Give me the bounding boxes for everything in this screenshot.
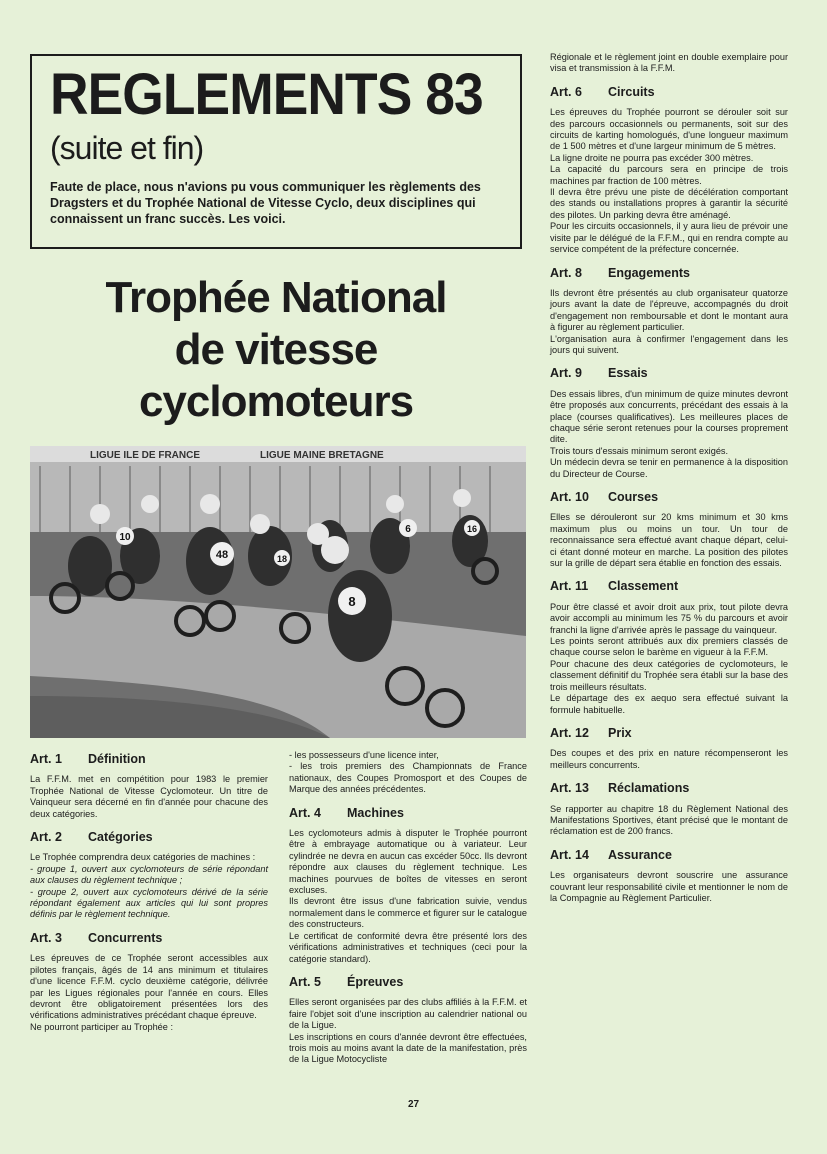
article-title: Machines [347,805,404,820]
article-title-line-1: Trophée National [105,273,447,322]
article-number: Art. 13 [550,781,589,796]
article-text: Un médecin devra se tenir en permanence à la disposition du Directeur de Course. [550,457,788,479]
article-text: Les cyclomoteurs admis à disputer le Trophée pourront être à embrayage automatique ou à variateur. Leur cylindrée ne devra en aucun cas excéder 50cc. Ils devront répondre aux clauses du règlement technique. Les machines pourvues de boîtes de vitesses en seront excluses. [289,828,527,896]
article-5 [289,974,527,1066]
article-text: Les inscriptions en cours d'année devront être effectuées, trois mois au moins avant la date de la manifestation, près de la Ligue Motocycliste [289,1031,527,1065]
article-heading [550,847,788,862]
banner-mid-text: LIGUE MAINE BRETAGNE [260,450,384,461]
article-text: Il devra être prévu une piste de décélération comportant des stands ou installations propres à garantir la sécurité des pilotes. Un parking devra être aménagé. [550,187,788,220]
article-2 [30,832,268,921]
article-4 [289,805,527,965]
svg-text:48: 48 [215,549,229,561]
article-11 [550,581,788,715]
article-title: Épreuves [347,974,404,989]
article-text: La capacité du parcours sera en principe de trois machines par fraction de 100 mètres. [550,164,788,186]
article-heading [30,754,268,765]
page-number: 27 [407,1099,420,1110]
race-photo-illustration [30,446,526,738]
article-number: Art. 10 [550,490,589,504]
article-text: Ils devront être présentés au club organisateur quatorze jours avant la date de l'épreuve, accompagnés du droit d'engagement non remboursable et dont le montant aura à figurer au règlement particulier. [550,287,788,333]
article-heading [30,930,268,945]
article-number: Art. 2 [30,830,62,845]
article-3-continued [289,750,527,796]
article-heading [550,265,788,280]
header-box [30,54,522,249]
article-heading [550,783,788,794]
article-number: Art. 14 [550,847,589,862]
article-title-line-2: de vitesse [174,325,378,374]
article-text: Des essais libres, d'un minimum de quize minutes devront être proposés aux concurrents, précédant des essais à la place (courses qualificatives). Les meilleures places de chaque série seront retenues pour la courses proprement dite. [550,388,788,445]
article-heading [30,832,268,843]
article-text: La F.F.M. met en compétition pour 1983 le premier Trophée National de Vitesse Cyclomoteur. Un titre de Vainqueur sera décerné en fin d'année pour chacune des deux catégories. [30,774,268,819]
svg-text:10: 10 [119,532,131,543]
article-5-continued [550,52,788,75]
article-title: Concurrents [88,930,163,945]
article-heading [550,368,788,379]
article-number: Art. 9 [550,366,582,381]
article-number: Art. 12 [550,725,589,740]
page-subtitle: (suite et fin) [50,130,204,166]
article-text: Des coupes et des prix en nature récompenseront les meilleurs concurrents. [550,748,788,770]
svg-text:8: 8 [348,594,356,609]
page-title: REGLEMENTS 83 [50,62,483,127]
article-text: Pour les circuits occasionnels, il y aura lieu de prévoir une visite par le délégué de la F.F.M., qui en rendra compte au service compétent de la préfecture concernée. [550,221,788,255]
article-text: Les points seront attribués aux dix premiers classés de chaque course selon le barème en vigueur à la F.F.M. [550,636,788,658]
article-text: Pour être classé et avoir droit aux prix, tout pilote devra avoir accompli au minimum les 75 % du parcours et avoir franchi la ligne d'arrivée après le passage du vainqueur. [550,601,788,635]
article-text: Le certificat de conformité devra être présenté lors des vérifications administratives et techniques (ceci pour la catégorie standard). [289,930,527,964]
list-item: - groupe 2, ouvert aux cyclomoteurs dérivé de la série répondant également aux articles qui lui sont propres définis par le règlement technique. [30,886,268,920]
article-text: Elles se dérouleront sur 20 kms minimum et 30 kms maximum plus ou moins un tour. Un tour de reconnaissance sera effectué avant chaque départ, celui-ci étant donné moteur en marche. La position des pilotes sur la grille de départ sera établie en fonction des essais. [550,512,788,569]
article-text: Régionale et le règlement joint en double exemplaire pour visa et transmission à la F.F.M. [550,52,788,74]
article-text: Ils devront être issus d'une fabrication suivie, vendus normalement dans le commerce et figurer sur le catalogue des constructeurs. [289,896,527,930]
article-title: Courses [608,490,659,504]
banner-left-text: LIGUE ILE DE FRANCE [90,450,201,461]
list-item: - les trois premiers des Championnats de France nationaux, des Coupes Promosport et des Coupes de Marque des années précédentes. [289,761,527,795]
article-number: Art. 11 [550,579,589,594]
list-item: - les possesseurs d'une licence inter, [289,750,439,760]
article-title [30,272,522,428]
article-heading [289,805,527,820]
article-text: Pour chacune des deux catégories de cyclomoteurs, le classement définitif du Trophée sera établi sur la base des trois meilleurs résultats. [550,658,788,692]
column-left [30,750,268,1045]
article-number: Art. 6 [550,84,582,99]
intro-text: Faute de place, nous n'avions pu vous communiquer les règlements des Dragsters et du Trophée National de Vitesse Cyclo, deux disciplines qui connaissent un franc succès. Les voici. [50,180,481,226]
svg-text:6: 6 [405,524,411,535]
article-number: Art. 8 [550,265,582,280]
article-number: Art. 5 [289,974,321,989]
race-photo [30,446,526,738]
article-text: Se rapporter au chapitre 18 du Règlement National des Manifestations Sportives, étant précisé que le montant de réclamation est de 200 francs. [550,803,788,837]
article-8 [550,265,788,357]
article-number: Art. 1 [30,752,62,766]
article-number: Art. 4 [289,805,321,820]
article-heading [550,581,788,592]
article-heading [550,725,788,740]
column-middle [289,750,527,1078]
article-3 [30,930,268,1033]
article-text: Trois tours d'essais minimum seront exigés. [550,445,729,456]
article-title: Définition [88,752,146,766]
article-heading [550,84,788,99]
list-item: - groupe 1, ouvert aux cyclomoteurs de série répondant aux clauses du règlement technique ; [30,863,268,886]
article-text: Ne pourront participer au Trophée : [30,1021,173,1032]
article-text: Les épreuves du Trophée pourront se dérouler soit sur des parcours occasionnels ou permanents, soit sur des circuits de karting homologués, d'une longueur maximum de 1 500 mètres et d'une largeur minimum de 5 mètres. [550,107,788,152]
article-text: La ligne droite ne pourra pas excéder 300 mètres. [550,152,754,163]
article-heading [289,974,527,989]
article-text: Le Trophée comprendra deux catégories de machines : [30,852,256,863]
article-text: L'organisation aura à confirmer l'engagement dans les jours qui suivent. [550,333,788,355]
article-title: Assurance [608,847,672,862]
article-title: Engagements [608,265,690,280]
article-text: Elles seront organisées par des clubs affiliés à la F.F.M. et faire l'objet soit d'une inscription au calendrier national ou de la Ligue. [289,997,527,1031]
column-right [550,52,788,916]
svg-text:18: 18 [276,554,288,564]
article-1 [30,754,268,820]
article-14 [550,847,788,905]
article-title-line-3: cyclomoteurs [138,377,414,426]
article-text: Le départage des ex aequo sera effectué suivant la formule habituelle. [550,693,788,715]
article-title: Prix [608,725,632,740]
article-6 [550,84,788,256]
article-9 [550,368,788,480]
article-title: Circuits [608,84,655,99]
article-title: Catégories [88,830,153,845]
article-10 [550,492,788,569]
article-text: Les épreuves de ce Trophée seront accessibles aux pilotes français, âgés de 14 ans minimum et titulaires d'une licence F.F.M. cyclo deuxième catégorie, délivrée par les Ligues régionales pour l'année en cours. Elles devront être obligatoirement présentées lors des vérifications administratives précédant chaque épreuve. [30,953,268,1021]
article-text: Les organisateurs devront souscrire une assurance couvrant leur responsabilité civile et mentionner le nom de la Compagnie au Règlement Particulier. [550,870,788,903]
article-12 [550,725,788,771]
article-13 [550,783,788,838]
article-title: Essais [608,366,648,381]
article-heading [550,492,788,503]
svg-text:16: 16 [466,524,478,534]
article-number: Art. 3 [30,930,62,945]
article-title: Classement [608,579,679,594]
article-title: Réclamations [608,781,690,796]
